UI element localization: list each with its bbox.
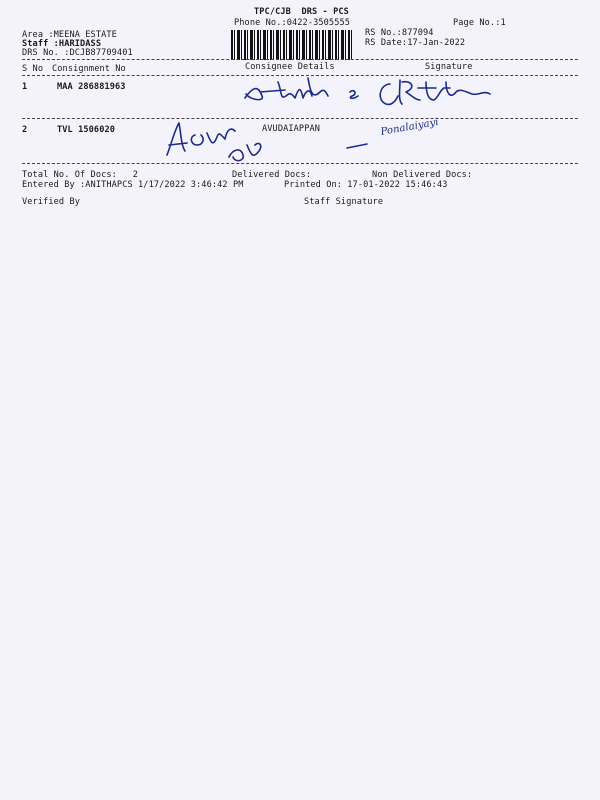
delivered-docs: Delivered Docs: [232,170,312,180]
column-signature: Signature [425,62,473,72]
column-consignment: Consignment No [52,64,126,74]
signature-row-2 [155,115,275,170]
total-docs: Total No. Of Docs: 2 [22,170,139,180]
printed-on: Printed On: 17-01-2022 15:46:43 [284,180,448,190]
page-number: Page No.:1 [453,18,506,28]
dash-mark [345,122,375,152]
staff-signature: Staff Signature [304,197,384,207]
non-delivered-docs: Non Delivered Docs: [372,170,473,180]
row-sno: 1 [22,82,28,92]
handwritten-note: Ponalaiyayi [379,116,440,138]
area-label: Area :MEENA ESTATE [22,30,117,40]
drs-number: DRS No. :DCJB87709401 [22,48,133,58]
rs-number: RS No.:877094 [365,28,434,38]
staff-label: Staff :HARIDASS [22,39,102,49]
column-consignee: Consignee Details [245,62,335,72]
verified-by: Verified By [22,197,81,207]
divider [22,59,578,60]
document-title: TPC/CJB DRS - PCS [254,7,349,17]
row-consignment-no: MAA 286881963 [57,82,126,92]
entered-by: Entered By :ANITHAPCS 1/17/2022 3:46:42 PM [22,180,244,190]
barcode [231,30,353,60]
row-consignment-no: TVL 1506020 [57,125,116,135]
row-consignee-name: AVUDAIAPPAN [262,124,321,134]
rs-date: RS Date:17-Jan-2022 [365,38,466,48]
column-sno: S No [22,64,44,74]
phone-number: Phone No.:0422-3505555 [234,18,351,28]
row-sno: 2 [22,125,28,135]
divider [22,163,578,164]
divider [22,118,578,119]
signature-row-1 [240,70,500,115]
